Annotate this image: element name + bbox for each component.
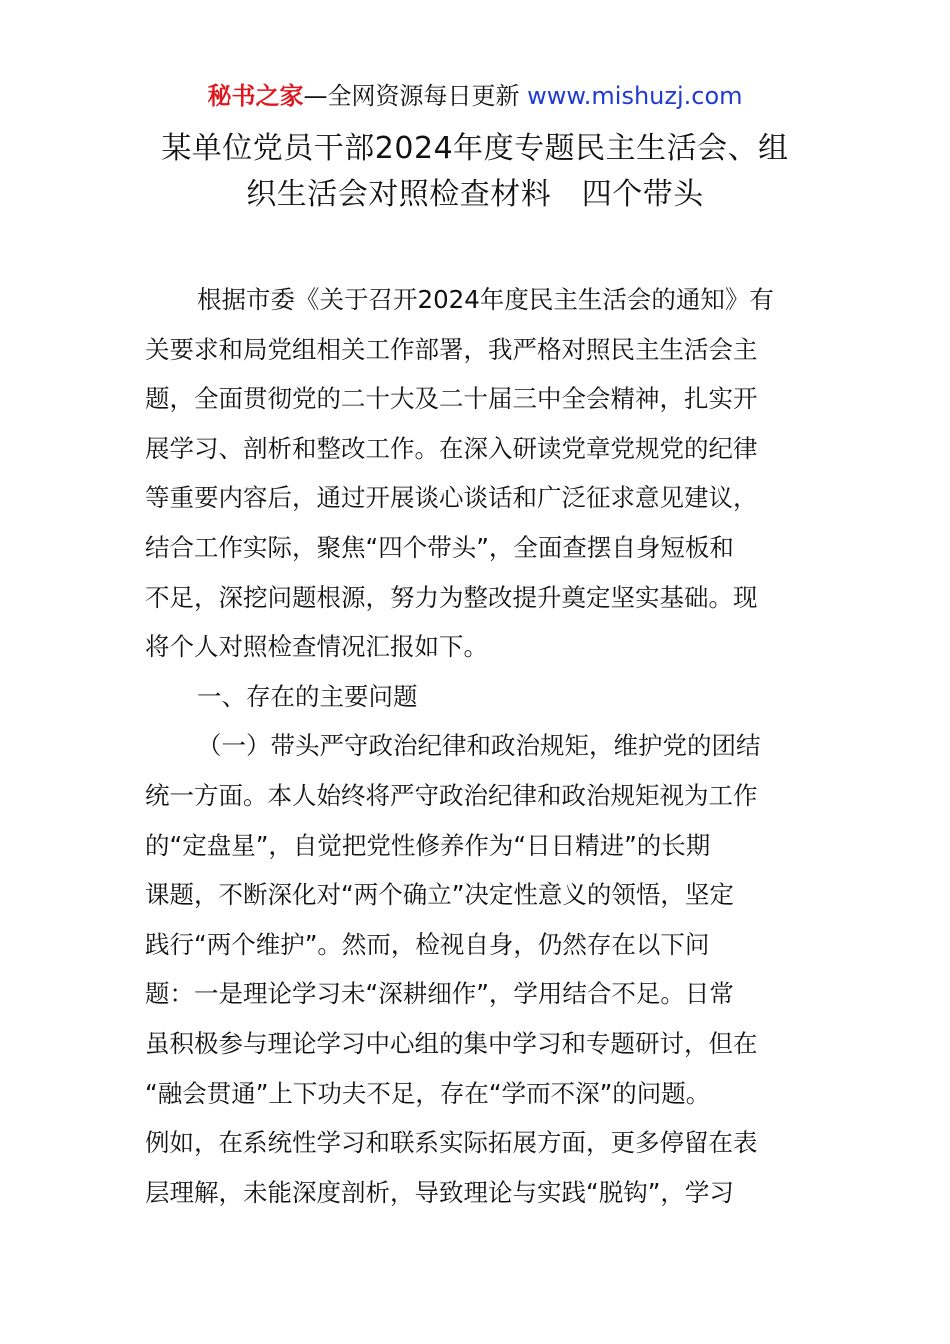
body-line: （一）带头严守政治纪律和政治规矩，维护党的团结 xyxy=(197,731,761,761)
body-line: 根据市委《关于召开2024年度民主生活会的通知》有 xyxy=(197,285,774,314)
body-line: 等重要内容后，通过开展谈心谈话和广泛征求意见建议， xyxy=(145,483,758,513)
title-line-2: 织生活会对照检查材料 四个带头 xyxy=(246,177,704,212)
body-line: 展学习、剖析和整改工作。在深入研读党章党规党的纪律 xyxy=(145,433,758,463)
site-brand: 秘书之家 xyxy=(207,82,304,110)
body-line: 例如，在系统性学习和联系实际拓展方面，更多停留在表 xyxy=(145,1128,758,1158)
body-line: 统一方面。本人始终将严守政治纪律和政治规矩视为工作 xyxy=(145,780,758,810)
document-title xyxy=(140,126,810,218)
body-line: “融会贯通”上下功夫不足，存在“学而不深”的问题。 xyxy=(145,1078,711,1108)
body-line: 结合工作实际，聚焦“四个带头”，全面查摆自身短板和 xyxy=(145,532,734,562)
body-line: 虽积极参与理论学习中心组的集中学习和专题研讨，但在 xyxy=(145,1028,758,1058)
body-line: 题，全面贯彻党的二十大及二十届三中全会精神，扎实开 xyxy=(145,384,758,414)
site-tagline: —全网资源每日更新 xyxy=(303,82,528,110)
body-line: 课题，不断深化对“两个确立”决定性意义的领悟，坚定 xyxy=(145,880,734,910)
title-line-1: 某单位党员干部2024年度专题民主生活会、组 xyxy=(161,131,789,166)
body-line: 题：一是理论学习未“深耕细作”，学用结合不足。日常 xyxy=(145,979,734,1009)
body-line: 的“定盘星”，自觉把党性修养作为“日日精进”的长期 xyxy=(145,830,711,860)
body-line: 践行“两个维护”。然而，检视自身，仍然存在以下问 xyxy=(145,929,710,959)
site-header xyxy=(0,80,950,112)
site-url-link[interactable]: www.mishuzj.com xyxy=(527,82,743,110)
body-line: 不足，深挖问题根源，努力为整改提升奠定坚实基础。现 xyxy=(145,582,758,612)
section-heading: 一、存在的主要问题 xyxy=(197,681,418,711)
document-body xyxy=(145,275,810,1217)
body-line: 关要求和局党组相关工作部署，我严格对照民主生活会主 xyxy=(145,334,758,364)
body-line: 层理解，未能深度剖析，导致理论与实践“脱钩”，学习 xyxy=(145,1177,734,1207)
body-line: 将个人对照检查情况汇报如下。 xyxy=(145,632,488,662)
